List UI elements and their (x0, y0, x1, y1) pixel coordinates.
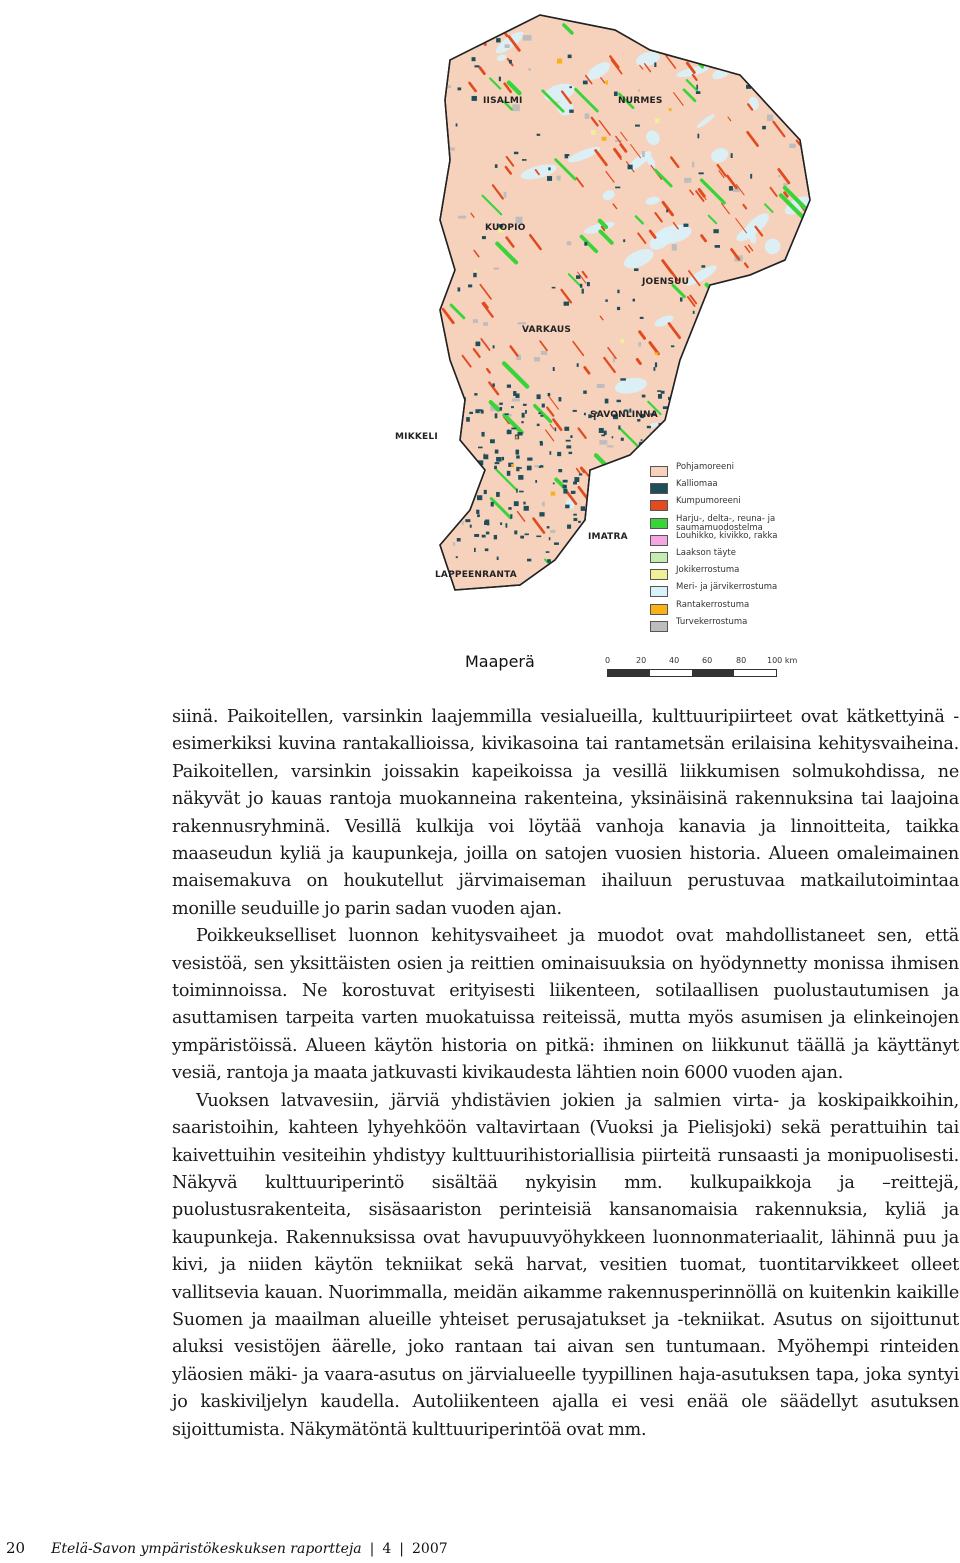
report-title: Etelä-Savon ympäristökeskuksen raportteja (51, 1541, 362, 1557)
city-label-imatra: IMATRA (588, 532, 628, 542)
page-footer (6, 1539, 448, 1557)
scale-label-20: 20 (636, 656, 647, 665)
legend-swatch (650, 552, 668, 563)
city-label-kuopio: KUOPIO (485, 223, 526, 233)
legend-label: Jokikerrostuma (676, 565, 740, 576)
legend-swatch (650, 604, 668, 615)
figure-caption: Maaperä (465, 652, 535, 671)
legend-swatch (650, 466, 668, 477)
paragraph: Vuoksen latvavesiin, järviä yhdistävien jokien ja salmien virta- ja koskipaikkoihin, saaristoihin, kahteen lyhyehköön valtavirtaan (Vuoksi ja Pielisjoki) sekä perattuihin tai kaivettuihin vesiteihin yhdistyy kulttuurihistoriallisia piirteitä runsaasti ja monipuolisesti. Näkyvä kulttuuriperintö sisältää nykyisin mm. kulkupaikkoja ja –reittejä, puolustusrakenteita, sisäsaariston perinteisiä kansanomaisia rakennuksia, kyliä ja kaupunkeja. Rakennuksissa ovat havupuuvyöhykkeen luonnonmateriaalit, lähinnä puu ja kivi, ja niiden käytön tekniikat sekä harvat, vesitien tuomat, tuontitarvikkeet olleet vallitsevia kauan. Nuorimmalla, meidän aikamme rakennusperinnöllä on kuitenkin kaikille Suomen ja maailman alueille yhteiset perusajatukset ja -tekniikat. Asutus on sijoittunut aluksi vesistöjen äärelle, joko rantaan tai aivan sen tuntumaan. Myöhempi rinteiden yläosien mäki- ja vaara-asutus on järvialueelle tyypillinen haja-asutuksen tapa, joka syntyi jo kaskiviljelyn kaudella. Autoliikenteen ajalla ei vesi enää ole säädellyt asutuksen sijoittumista. Näkymätöntä kulttuuriperintöä ovat mm. (172, 1090, 959, 1440)
legend-swatch (650, 621, 668, 632)
report-issue: 4 (382, 1541, 392, 1557)
paragraph: Poikkeukselliset luonnon kehitysvaiheet ja muodot ovat mahdollistaneet sen, että vesistöä, sen yksittäisten osien ja reittien ominaisuuksia on hyödynnetty monissa ihmisen toiminnoissa. Ne korostuvat erityisesti liikenteen, sotilaallisen puolustautumisen ja asuttamisen tarpeita varten muokatuissa reiteissä, mutta myös asumisen ja elinkeinojen ympäristöissä. Alueen käytön historia on pitkä: ihminen on liikkunut täällä ja käyttänyt vesiä, rantoja ja maata jatkuvasti kivikaudesta lähtien noin 6000 vuoden ajan. (172, 926, 959, 1084)
legend-label: Rantakerrostuma (676, 599, 750, 610)
soil-map-figure (380, 0, 820, 690)
legend-item (650, 515, 820, 532)
legend-item (650, 497, 820, 514)
city-label-iisalmi: IISALMI (483, 96, 523, 106)
city-label-mikkeli: MIKKELI (395, 432, 438, 442)
legend-label: Louhikko, kivikko, rakka (676, 530, 778, 541)
city-label-nurmes: NURMES (618, 96, 663, 106)
report-year: 2007 (412, 1541, 448, 1557)
scale-bar (605, 656, 805, 686)
city-label-savonlinna: SAVONLINNA (590, 410, 658, 420)
scale-label-100: 100 km (767, 656, 798, 665)
legend-label: Harju-, delta-, reuna- ja saumamuodostelma (676, 513, 776, 534)
legend-label: Meri- ja järvikerrostuma (676, 582, 778, 593)
legend-item (650, 583, 820, 600)
city-label-varkaus: VARKAUS (522, 325, 572, 335)
legend-item (650, 566, 820, 583)
paragraph: siinä. Paikoitellen, varsinkin laajemmilla vesialueilla, kulttuuripiirteet ovat kätkettyinä - esimerkiksi kuvina rantakallioissa, kivikasoina tai rantametsän erilaisina kehitysvaiheina. Paikoitellen, varsinkin joissakin kapeikoissa ja vesillä liikkumisen solmukohdissa, ne näkyvät jo kauas rantoja muokanneina rakenteina, yksinäisinä rakennuksina tai laajoina rakennusryhminä. Vesillä kulkija voi löytää vanhoja kanavia ja linnoitteita, taikka maaseudun kyliä ja kaupunkeja, joilla on satojen vuosien historia. Alueen omaleimainen maisemakuva on houkutellut järvimaiseman ihailuun perustuvaa matkailutoimintaa monille seuduille jo parin sadan vuoden ajan. (172, 707, 959, 919)
legend-swatch (650, 483, 668, 494)
map-legend (650, 463, 820, 635)
legend-item (650, 480, 820, 497)
footer-separator: | (399, 1541, 405, 1557)
legend-label: Laakson täyte (676, 547, 736, 558)
scale-label-0: 0 (605, 656, 611, 665)
page-number: 20 (6, 1539, 26, 1557)
legend-swatch (650, 535, 668, 546)
legend-label: Pohjamoreeni (676, 462, 734, 472)
article-body (172, 704, 959, 1444)
legend-swatch (650, 586, 668, 597)
city-label-joensuu: JOENSUU (642, 277, 690, 287)
legend-swatch (650, 518, 668, 529)
legend-item (650, 618, 820, 635)
legend-label: Kumpumoreeni (676, 496, 741, 507)
legend-label: Turvekerrostuma (676, 616, 748, 627)
city-label-lappeenranta: LAPPEENRANTA (435, 570, 517, 580)
legend-item (650, 532, 820, 549)
legend-item (650, 463, 820, 480)
legend-item (650, 549, 820, 566)
scale-bar-icon (607, 669, 777, 677)
scale-label-80: 80 (736, 656, 747, 665)
scale-label-60: 60 (702, 656, 713, 665)
scale-label-40: 40 (669, 656, 680, 665)
legend-label: Kalliomaa (676, 479, 718, 490)
legend-swatch (650, 569, 668, 580)
legend-swatch (650, 500, 668, 511)
legend-item (650, 601, 820, 618)
footer-separator: | (369, 1541, 375, 1557)
